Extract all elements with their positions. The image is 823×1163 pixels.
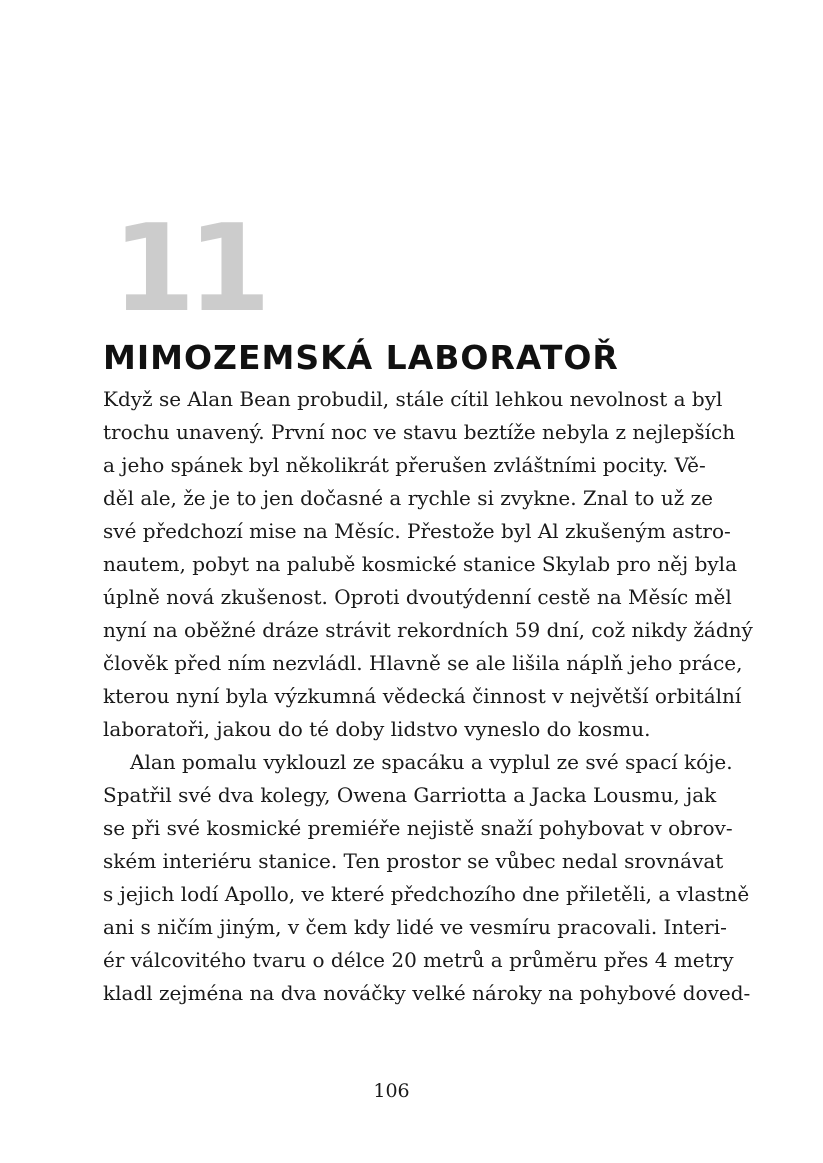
text-line: Když se Alan Bean probudil, stále cítil lehkou nevolnost a byl [103,387,723,411]
text-line: s jejich lodí Apollo, ve které předchozího dne přiletěli, a vlastně [103,882,750,906]
text-line: a jeho spánek byl několikrát přerušen zvláštními pocity. Vě- [103,453,706,477]
text-line: své předchozí mise na Měsíc. Přestože byl Al zkušeným astro- [103,519,731,543]
text-line: ském interiéru stanice. Ten prostor se vůbec nedal srovnávat [103,849,724,873]
text-line: nyní na oběžné dráze strávit rekordních 59 dní, což nikdy žádný [103,618,753,642]
text-line: kladl zejména na dva nováčky velké nároky na pohybové doved- [103,981,751,1005]
text-line: člověk před ním nezvládl. Hlavně se ale lišila náplň jeho práce, [103,651,743,675]
text-line: nautem, pobyt na palubě kosmické stanice Skylab pro něj byla [103,552,737,576]
chapter-title: MIMOZEMSKÁ LABORATOŘ [103,338,619,377]
text-line: ér válcovitého tvaru o délce 20 metrů a průměru přes 4 metry [103,948,734,972]
text-line: děl ale, že je to jen dočasné a rychle si zvykne. Znal to už ze [103,486,713,510]
chapter-number: 11 [112,200,263,339]
text-line: Alan pomalu vyklouzl ze spacáku a vyplul ze své spací kóje. [130,750,733,774]
text-line: kterou nyní byla výzkumná vědecká činnost v největší orbitální [103,684,742,708]
text-line: úplně nová zkušenost. Oproti dvoutýdenní cestě na Měsíc měl [103,585,732,609]
body-text [103,383,753,1010]
text-line: ani s ničím jiným, v čem kdy lidé ve vesmíru pracovali. Interi- [103,915,727,939]
text-line: laboratoři, jakou do té doby lidstvo vyneslo do kosmu. [103,717,651,741]
page-number: 106 [373,1080,410,1102]
text-line: se při své kosmické premiéře nejistě snaží pohybovat v obrov- [103,816,733,840]
text-line: trochu unavený. První noc ve stavu beztíže nebyla z nejlepších [103,420,736,444]
text-line: Spatřil své dva kolegy, Owena Garriotta a Jacka Lousmu, jak [103,783,717,807]
